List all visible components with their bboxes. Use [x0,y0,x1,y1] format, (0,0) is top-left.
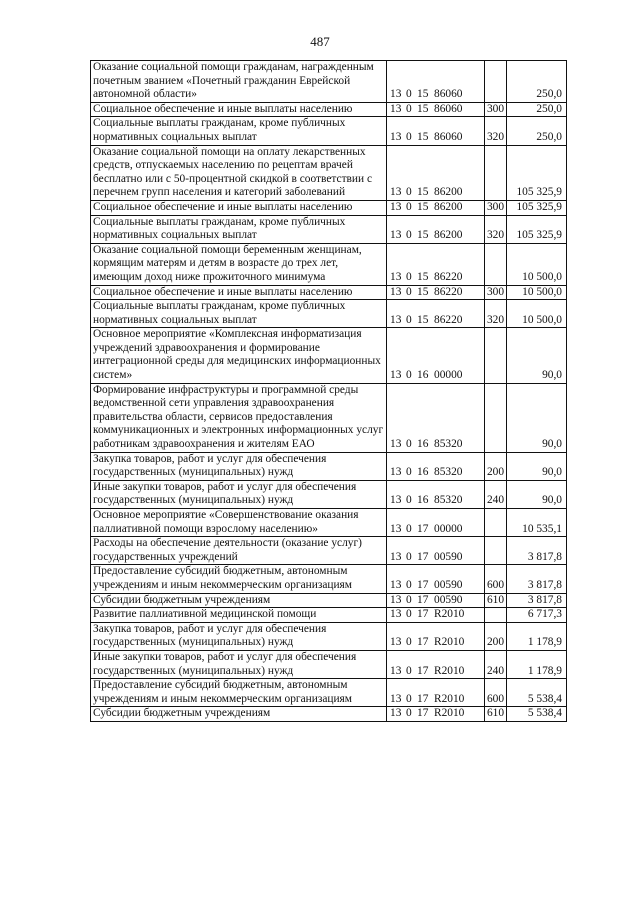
code-part: 0 [406,636,412,649]
table-row [91,117,567,145]
row-sum: 6 717,3 [507,608,567,623]
row-sum: 5 538,4 [507,707,567,722]
code-part: 13 [390,186,402,199]
code-part: 13 [390,550,402,563]
code-part: 85320 [434,466,463,479]
row-name: Основное мероприятие «Совершенствование оказания паллиативной помощи взрослому населению» [91,509,387,537]
row-expense-type: 600 [485,679,507,707]
table-row [91,300,567,328]
code-part: 0 [406,550,412,563]
row-expense-type: 320 [485,117,507,145]
row-name: Социальные выплаты гражданам, кроме публичных нормативных социальных выплат [91,300,387,328]
table-row [91,707,567,722]
code-part: 13 [390,270,402,283]
row-expense-type [485,328,507,383]
code-part: 17 [417,692,429,705]
row-name: Развитие паллиативной медицинской помощи [91,608,387,623]
row-expense-type [485,537,507,565]
row-sum: 105 325,9 [507,200,567,215]
code-part: 13 [390,636,402,649]
row-name: Оказание социальной помощи беременным женщинам, кормящим матерям и детям в возрасте до трех лет, имеющим доход ниже прожиточного минимума [91,243,387,285]
code-part: 13 [390,692,402,705]
row-code [387,509,485,537]
row-expense-type [485,243,507,285]
code-part: 85320 [434,438,463,451]
code-part: 17 [417,522,429,535]
table-row [91,650,567,678]
code-part: 15 [417,285,429,298]
row-sum: 10 500,0 [507,285,567,300]
row-name: Предоставление субсидий бюджетным, автономным учреждениям и иным некоммерческим организациям [91,565,387,593]
code-part: 15 [417,200,429,213]
code-part: 0 [406,88,412,101]
code-part: 0 [406,438,412,451]
row-name: Основное мероприятие «Комплексная информатизация учреждений здравоохранения и формирование интеграционной среды для медицинских информационных систем» [91,328,387,383]
code-part: 0 [406,102,412,115]
row-name: Социальные выплаты гражданам, кроме публичных нормативных социальных выплат [91,117,387,145]
row-sum: 105 325,9 [507,215,567,243]
row-expense-type [485,145,507,200]
row-name: Субсидии бюджетным учреждениям [91,593,387,608]
code-part: 13 [390,578,402,591]
row-name: Оказание социальной помощи гражданам, награжденным почетным званием «Почетный гражданин Еврейской автономной области» [91,61,387,103]
row-sum: 90,0 [507,480,567,508]
code-part: 13 [390,438,402,451]
budget-table [90,60,567,722]
row-sum: 250,0 [507,61,567,103]
row-code [387,622,485,650]
row-code [387,328,485,383]
code-part: 15 [417,130,429,143]
row-sum: 90,0 [507,383,567,452]
table-row [91,200,567,215]
code-part: 0 [406,270,412,283]
row-code [387,537,485,565]
table-row [91,328,567,383]
table-row [91,452,567,480]
row-name: Оказание социальной помощи на оплату лекарственных средств, отпускаемых населению по рецептам врачей бесплатно или с 50-процентной скидкой в соответствии с перечнем групп населения и категорий заболеваний [91,145,387,200]
code-part: 13 [390,88,402,101]
row-name: Иные закупки товаров, работ и услуг для обеспечения государственных (муниципальных) нужд [91,480,387,508]
code-part: 13 [390,369,402,382]
code-part: 0 [406,229,412,242]
code-part: 13 [390,608,402,621]
code-part: 15 [417,102,429,115]
row-name: Социальное обеспечение и иные выплаты населению [91,285,387,300]
row-code [387,452,485,480]
code-part: 15 [417,270,429,283]
row-expense-type: 300 [485,200,507,215]
row-sum: 250,0 [507,102,567,117]
table-row [91,509,567,537]
row-expense-type: 600 [485,565,507,593]
code-part: 00590 [434,550,463,563]
code-part: 86200 [434,229,463,242]
code-part: 16 [417,466,429,479]
code-part: 0 [406,186,412,199]
row-code [387,102,485,117]
code-part: 86200 [434,200,463,213]
row-sum: 105 325,9 [507,145,567,200]
row-sum: 90,0 [507,328,567,383]
code-part: 86060 [434,102,463,115]
row-sum: 1 178,9 [507,622,567,650]
row-sum: 3 817,8 [507,565,567,593]
row-code [387,679,485,707]
row-name: Закупка товаров, работ и услуг для обеспечения государственных (муниципальных) нужд [91,622,387,650]
row-name: Предоставление субсидий бюджетным, автономным учреждениям и иным некоммерческим организациям [91,679,387,707]
row-expense-type: 200 [485,452,507,480]
code-part: 13 [390,593,402,606]
code-part: 17 [417,550,429,563]
code-part: 0 [406,593,412,606]
code-part: 13 [390,664,402,677]
code-part: 17 [417,593,429,606]
row-code [387,243,485,285]
code-part: 86060 [434,88,463,101]
row-expense-type: 240 [485,650,507,678]
code-part: 13 [390,494,402,507]
code-part: 00590 [434,578,463,591]
code-part: 17 [417,578,429,591]
code-part: R2010 [434,636,465,649]
table-row [91,679,567,707]
row-code [387,145,485,200]
table-body [91,61,567,722]
row-expense-type: 320 [485,215,507,243]
table-row [91,61,567,103]
table-row [91,480,567,508]
code-part: 15 [417,186,429,199]
row-code [387,593,485,608]
row-expense-type [485,383,507,452]
code-part: 0 [406,369,412,382]
code-part: 0 [406,494,412,507]
code-part: 15 [417,229,429,242]
row-expense-type: 320 [485,300,507,328]
code-part: 17 [417,636,429,649]
row-expense-type: 240 [485,480,507,508]
row-name: Иные закупки товаров, работ и услуг для обеспечения государственных (муниципальных) нужд [91,650,387,678]
code-part: 17 [417,707,429,720]
row-name: Формирование инфраструктуры и программной среды ведомственной сети управления здравоохранения правительства области, сервисов предоставления коммуникационных и электронных информационных услуг работникам здравоохранения и жителям ЕАО [91,383,387,452]
row-expense-type: 610 [485,707,507,722]
page-number: 487 [310,34,330,49]
row-expense-type [485,608,507,623]
code-part: 13 [390,200,402,213]
code-part: 13 [390,466,402,479]
code-part: 0 [406,608,412,621]
code-part: 00000 [434,369,463,382]
code-part: 0 [406,466,412,479]
row-name: Расходы на обеспечение деятельности (оказание услуг) государственных учреждений [91,537,387,565]
table-row [91,145,567,200]
table-row [91,537,567,565]
code-part: 0 [406,285,412,298]
code-part: R2010 [434,707,465,720]
code-part: 15 [417,313,429,326]
code-part: 0 [406,707,412,720]
row-name: Социальное обеспечение и иные выплаты населению [91,102,387,117]
table-row [91,243,567,285]
row-code [387,200,485,215]
code-part: 0 [406,692,412,705]
row-sum: 250,0 [507,117,567,145]
row-expense-type: 300 [485,285,507,300]
table-row [91,622,567,650]
code-part: R2010 [434,664,465,677]
row-expense-type: 300 [485,102,507,117]
row-sum: 10 500,0 [507,300,567,328]
code-part: 86200 [434,186,463,199]
row-expense-type: 200 [485,622,507,650]
code-part: 16 [417,369,429,382]
table-row [91,383,567,452]
code-part: R2010 [434,608,465,621]
table-row [91,102,567,117]
row-code [387,480,485,508]
code-part: 0 [406,313,412,326]
row-name: Субсидии бюджетным учреждениям [91,707,387,722]
row-code [387,565,485,593]
row-sum: 10 500,0 [507,243,567,285]
code-part: 17 [417,664,429,677]
table-row [91,285,567,300]
row-name: Социальное обеспечение и иные выплаты населению [91,200,387,215]
code-part: 0 [406,522,412,535]
table-row [91,593,567,608]
code-part: 86060 [434,130,463,143]
row-code [387,285,485,300]
row-code [387,61,485,103]
code-part: 13 [390,313,402,326]
code-part: 0 [406,130,412,143]
code-part: 16 [417,494,429,507]
row-expense-type [485,509,507,537]
code-part: 85320 [434,494,463,507]
code-part: 16 [417,438,429,451]
row-code [387,608,485,623]
code-part: 00590 [434,593,463,606]
code-part: 13 [390,229,402,242]
code-part: 00000 [434,522,463,535]
row-code [387,650,485,678]
code-part: 13 [390,285,402,298]
code-part: 86220 [434,270,463,283]
row-sum: 90,0 [507,452,567,480]
code-part: 13 [390,522,402,535]
row-name: Социальные выплаты гражданам, кроме публичных нормативных социальных выплат [91,215,387,243]
row-expense-type [485,61,507,103]
row-code [387,383,485,452]
row-sum: 3 817,8 [507,537,567,565]
row-name: Закупка товаров, работ и услуг для обеспечения государственных (муниципальных) нужд [91,452,387,480]
row-sum: 3 817,8 [507,593,567,608]
table-row [91,608,567,623]
table-row [91,215,567,243]
code-part: 86220 [434,285,463,298]
code-part: 15 [417,88,429,101]
code-part: 0 [406,664,412,677]
code-part: R2010 [434,692,465,705]
row-code [387,707,485,722]
row-code [387,215,485,243]
code-part: 13 [390,707,402,720]
row-sum: 5 538,4 [507,679,567,707]
code-part: 0 [406,578,412,591]
row-expense-type: 610 [485,593,507,608]
code-part: 0 [406,200,412,213]
code-part: 13 [390,130,402,143]
row-sum: 10 535,1 [507,509,567,537]
code-part: 17 [417,608,429,621]
code-part: 86220 [434,313,463,326]
row-code [387,300,485,328]
row-code [387,117,485,145]
table-row [91,565,567,593]
code-part: 13 [390,102,402,115]
row-sum: 1 178,9 [507,650,567,678]
